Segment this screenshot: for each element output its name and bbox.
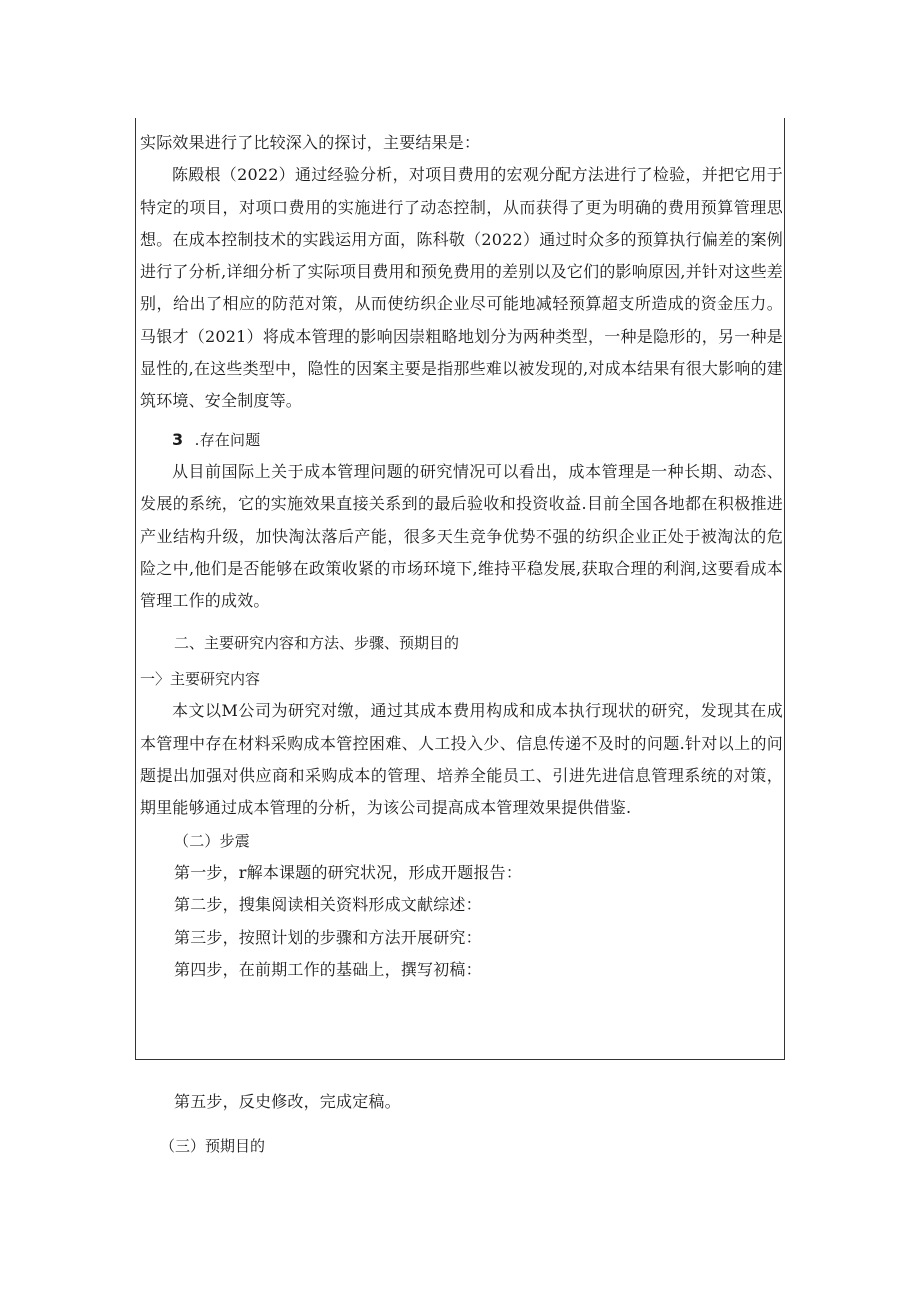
paragraph-content: 本文以M公司为研究对缴，通过其成本费用构成和成本执行现状的研究，发现其在成本管理中存在材料采购成本管控困难、人工投入少、信息传递不及时的问题.针对以上的问题提出加强对供应商和采购成本的管理、培养全能员工、引进先进信息管理系统的对策，期里能够通过成本管理的分析，为该公司提高成本管理效果提供借鉴.: [140, 701, 783, 818]
heading-sub-three: （三）预期目的: [160, 1137, 266, 1156]
paragraph-problem: 从目前国际上关于成本管理问题的研究情况可以看出，成本管理是一种长期、动态、发展的系统，它的实施效果直接关系到的最后验收和投资收益.目前全国各地都在积极推进产业结构升级，加快淘汰落后产能，很多天生竞争优势不强的纺织企业正处于被淘汰的危险之中,他们是否能够在政策收紧的市场环境下,维持平稳发展,获取合理的利润,这要看成本管理工作的成效。: [140, 461, 783, 611]
step-item: 第三步，按照计划的步骤和方法开展研究：: [174, 927, 482, 947]
paragraph-continue: 实际效果进行了比较深入的探讨，主要结果是：: [140, 133, 481, 152]
heading-sub-two: （二）步震: [174, 831, 251, 850]
section-3-title: .存在问题: [194, 430, 261, 449]
step-item: 第一步，r解本课题的研究状况，形成开题报告：: [174, 862, 523, 882]
after-table-section: [140, 1086, 783, 1162]
step-item: 第四步，在前期工作的基础上，撰写初稿：: [174, 959, 482, 979]
paragraph-chen: 陈殿根（2022）通过经验分析，对项目费用的宏观分配方法进行了检验，并把它用于特定的项目，对项口费用的实施进行了动态控制，从而获得了更为明确的费用预算管理思想。在成本控制技术的实践运用方面，陈科敬（2022）通过时众多的预算执行偏差的案例进行了分析,详细分析了实际项目费用和预免费用的差别以及它们的影响原因,并针对这些差别，给出了相应的防范对策，从而使纺织企业尽可能地减轻预算超支所造成的资金压力。马银才（2021）将成本管理的影响因崇粗略地划分为两种类型，一种是隐形的，另一种是显性的,在这些类型中，隐性的因案主要是指那些难以被发现的,对成本结果有很大影响的建筑环境、安全制度等。: [140, 165, 783, 411]
step-item: 第二步，搜集阅读相关资料形成文献综述：: [174, 895, 482, 915]
section-3-number: 3: [172, 429, 184, 449]
heading-section-two: 二、主要研究内容和方法、步骤、预期目的: [174, 634, 460, 653]
document-body: [140, 127, 783, 986]
heading-sub-one: 一〉主要研究内容: [140, 670, 261, 689]
step-five: 第五步，反史修改，完成定稿。: [174, 1092, 401, 1111]
section-3-heading: [140, 424, 783, 456]
